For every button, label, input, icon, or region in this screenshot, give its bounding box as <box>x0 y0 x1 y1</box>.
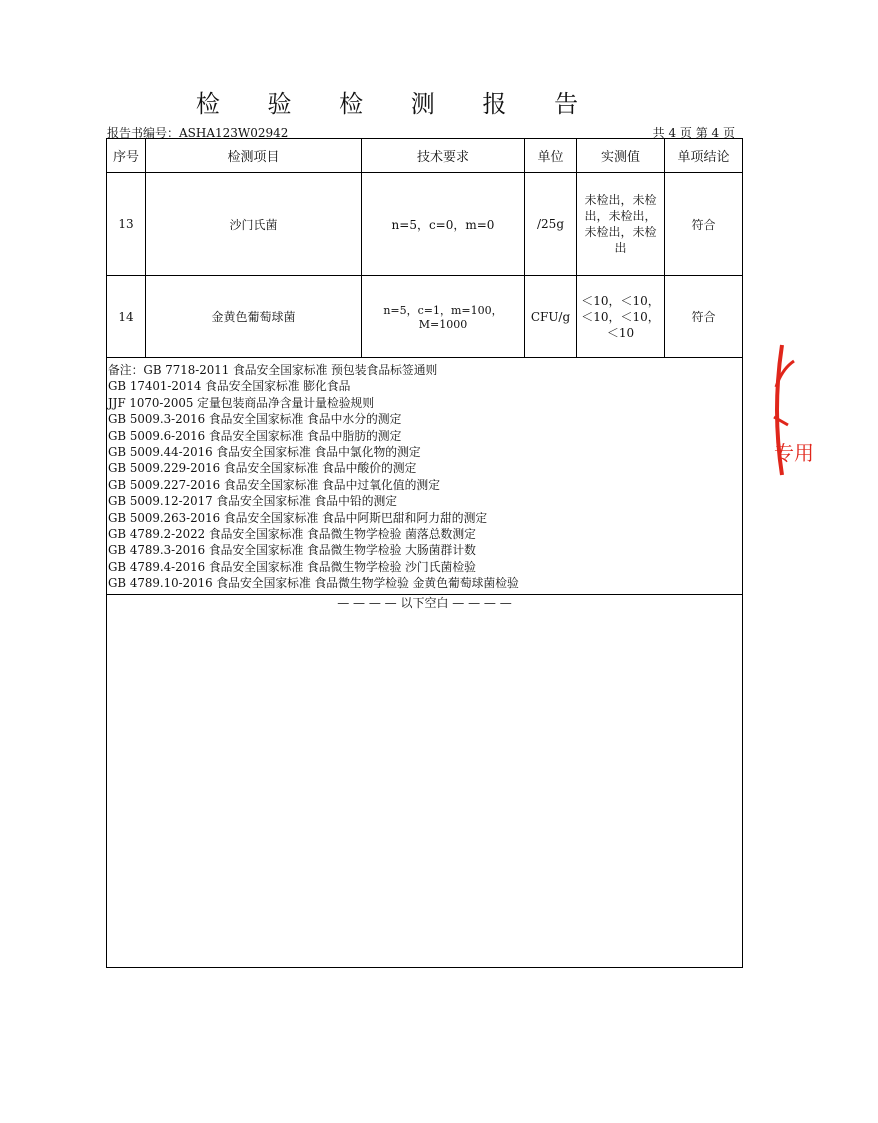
header-no: 序号 <box>107 139 146 173</box>
cell-requirement: n=5，c=0，m=0 <box>362 173 525 276</box>
note-line: GB 5009.227-2016 食品安全国家标准 食品中过氧化值的测定 <box>108 477 440 492</box>
note-line: GB 4789.10-2016 食品安全国家标准 食品微生物学检验 金黄色葡萄球菌检验 <box>108 576 519 591</box>
table-header-row <box>107 139 743 173</box>
cell-requirement: n=5，c=1，m=100，M=1000 <box>362 276 525 358</box>
note-line: GB 17401-2014 食品安全国家标准 膨化食品 <box>108 379 351 394</box>
red-seal-icon <box>768 325 878 495</box>
note-line: GB 4789.2-2022 食品安全国家标准 食品微生物学检验 菌落总数测定 <box>108 527 476 542</box>
report-number: 报告书编号：ASHA123W02942 <box>107 126 289 140</box>
header-conclusion: 单项结论 <box>665 139 743 173</box>
page-info: 共 4 页 第 4 页 <box>652 126 735 140</box>
note-line: JJF 1070-2005 定量包装商品净含量计量检验规则 <box>108 395 375 410</box>
cell-result: 未检出，未检出，未检出，未检出，未检出 <box>577 173 665 276</box>
cell-no: 14 <box>107 276 146 358</box>
blank-area <box>107 594 743 967</box>
note-line: GB 4789.3-2016 食品安全国家标准 食品微生物学检验 大肠菌群计数 <box>108 543 476 558</box>
notes-cell <box>107 358 743 595</box>
header-unit: 单位 <box>525 139 577 173</box>
note-line: GB 5009.3-2016 食品安全国家标准 食品中水分的测定 <box>108 412 402 427</box>
cell-item: 沙门氏菌 <box>146 173 362 276</box>
blank-row <box>107 594 743 967</box>
note-line: GB 5009.12-2017 食品安全国家标准 食品中铅的测定 <box>108 494 398 509</box>
cell-conclusion: 符合 <box>665 276 743 358</box>
table-row <box>107 276 743 358</box>
cell-item: 金黄色葡萄球菌 <box>146 276 362 358</box>
note-line: GB 5009.263-2016 食品安全国家标准 食品中阿斯巴甜和阿力甜的测定 <box>108 510 488 525</box>
results-table <box>106 138 743 968</box>
header-requirement: 技术要求 <box>362 139 525 173</box>
note-line: GB 5009.6-2016 食品安全国家标准 食品中脂肪的测定 <box>108 428 402 443</box>
report-title: 检 验 检 测 报 告 <box>195 90 599 118</box>
cell-unit: CFU/g <box>525 276 577 358</box>
blank-marker: — — — — 以下空白 — — — — <box>337 595 512 610</box>
note-line: GB 5009.229-2016 食品安全国家标准 食品中酸价的测定 <box>108 461 417 476</box>
table-row <box>107 173 743 276</box>
note-line: 备注：GB 7718-2011 食品安全国家标准 预包装食品标签通则 <box>108 363 438 377</box>
cell-unit: /25g <box>525 173 577 276</box>
cell-no: 13 <box>107 173 146 276</box>
header-item: 检测项目 <box>146 139 362 173</box>
header-result: 实测值 <box>577 139 665 173</box>
notes-row <box>107 358 743 595</box>
note-line: GB 4789.4-2016 食品安全国家标准 食品微生物学检验 沙门氏菌检验 <box>108 559 476 574</box>
cell-conclusion: 符合 <box>665 173 743 276</box>
note-line: GB 5009.44-2016 食品安全国家标准 食品中氯化物的测定 <box>108 445 421 460</box>
seal-text: 专用 <box>774 441 814 465</box>
cell-result: ＜10，＜10，＜10，＜10，＜10 <box>577 276 665 358</box>
